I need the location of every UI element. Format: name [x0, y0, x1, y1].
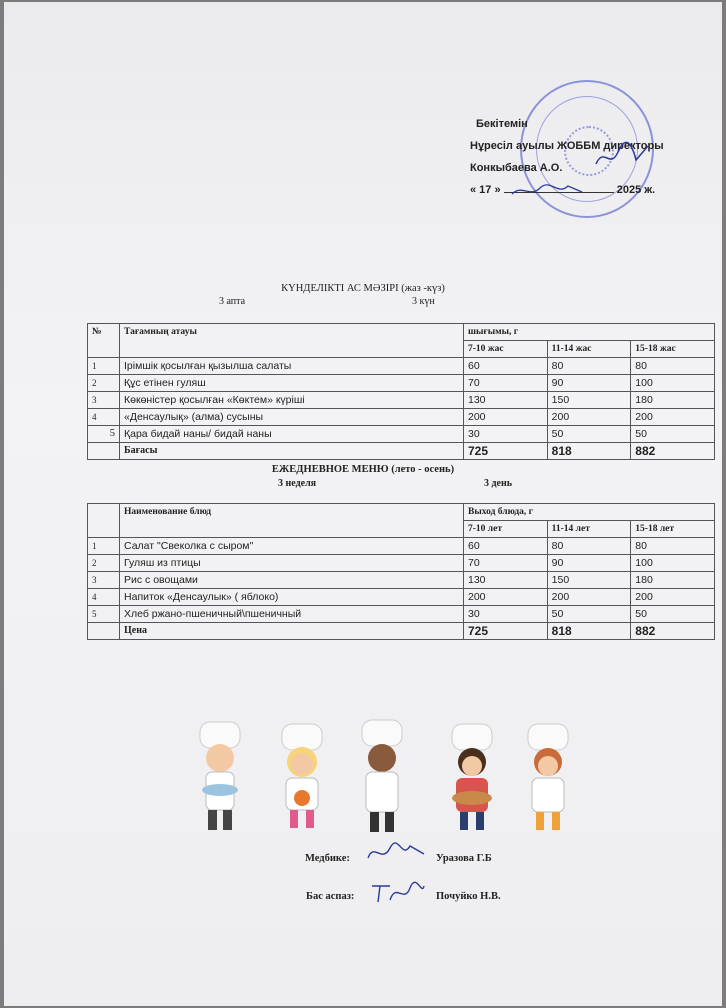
row-number: 3 [88, 572, 120, 589]
col-name-header: Тағамның атауы [120, 324, 464, 358]
value-age2: 90 [547, 555, 631, 572]
value-age3: 80 [631, 358, 715, 375]
dish-name: Салат "Свеколка с сыром" [120, 538, 464, 555]
row-number: 2 [88, 555, 120, 572]
row-number: 1 [88, 538, 120, 555]
table-row [88, 392, 715, 409]
table-row [88, 409, 715, 426]
price-age2: 818 [547, 623, 631, 640]
value-age1: 70 [463, 375, 547, 392]
col-name-header: Наименование блюд [120, 504, 464, 538]
dish-name: Хлеб ржано-пшеничный\пшеничный [120, 606, 464, 623]
table-header-row [88, 504, 715, 521]
dish-name: Напиток «Денсаулык» ( яблоко) [120, 589, 464, 606]
table-row [88, 375, 715, 392]
empty-number-header [88, 504, 120, 538]
kaz-menu-table [87, 323, 715, 460]
table-row [88, 589, 715, 606]
empty-cell [88, 443, 120, 460]
dish-name: «Денсаулық» (алма) сусыны [120, 409, 464, 426]
value-age3: 50 [631, 606, 715, 623]
row-number: 4 [88, 409, 120, 426]
price-age3: 882 [631, 623, 715, 640]
value-age3: 50 [631, 426, 715, 443]
price-age1: 725 [463, 623, 547, 640]
value-age1: 60 [463, 538, 547, 555]
price-age2: 818 [547, 443, 631, 460]
value-age3: 100 [631, 555, 715, 572]
value-age3: 180 [631, 392, 715, 409]
approval-date-prefix: « 17 » [470, 184, 501, 196]
value-age3: 200 [631, 589, 715, 606]
table-row [88, 538, 715, 555]
value-age2: 200 [547, 409, 631, 426]
price-row [88, 623, 715, 640]
cook-signature-icon [368, 876, 428, 906]
rus-menu-table [87, 503, 715, 640]
chef-kids-illustration-icon [190, 718, 600, 838]
empty-cell [88, 623, 120, 640]
age-header-2: 11-14 лет [547, 521, 631, 538]
price-age1: 725 [463, 443, 547, 460]
approval-name: Конкыбаева А.О. [470, 162, 563, 174]
row-number: 3 [88, 392, 120, 409]
value-age2: 150 [547, 572, 631, 589]
value-age3: 100 [631, 375, 715, 392]
cook-label: Бас аспаз: [306, 891, 355, 902]
value-age1: 200 [463, 589, 547, 606]
approval-date-suffix: 2025 ж. [616, 184, 656, 196]
value-age1: 30 [463, 606, 547, 623]
cook-name: Почуйко Н.В. [436, 891, 501, 902]
row-number: 5 [88, 426, 120, 443]
value-age2: 150 [547, 392, 631, 409]
value-age1: 130 [463, 392, 547, 409]
medic-signature-icon [364, 838, 428, 868]
row-number: 2 [88, 375, 120, 392]
age-header-3: 15-18 лет [631, 521, 715, 538]
approval-director: Нұресіл ауылы ЖОББМ директоры [470, 140, 664, 152]
age-header-1: 7-10 жас [463, 341, 547, 358]
table-header-row [88, 324, 715, 341]
table-row [88, 606, 715, 623]
rus-menu-title: ЕЖЕДНЕВНОЕ МЕНЮ (лето - осень) [271, 464, 455, 475]
value-age1: 200 [463, 409, 547, 426]
medic-name: Уразова Г.Б [436, 853, 492, 864]
approval-title: Бекітемін [476, 118, 528, 130]
kaz-menu-title: КҮНДЕЛІКТІ АС МӘЗІРІ (жаз -күз) [281, 283, 445, 294]
value-age1: 30 [463, 426, 547, 443]
dish-name: Көкөністер қосылған «Көктем» күріші [120, 392, 464, 409]
age-header-1: 7-10 лет [463, 521, 547, 538]
value-age2: 50 [547, 606, 631, 623]
price-age3: 882 [631, 443, 715, 460]
price-label: Цена [120, 623, 464, 640]
row-number: 4 [88, 589, 120, 606]
row-number: 1 [88, 358, 120, 375]
value-age2: 80 [547, 358, 631, 375]
value-age2: 90 [547, 375, 631, 392]
dish-name: Рис с овощами [120, 572, 464, 589]
director-signature-icon [592, 140, 652, 174]
value-age1: 60 [463, 358, 547, 375]
dish-name: Гуляш из птицы [120, 555, 464, 572]
dish-name: Құс етінен гуляш [120, 375, 464, 392]
age-header-2: 11-14 жас [547, 341, 631, 358]
value-age2: 200 [547, 589, 631, 606]
age-header-3: 15-18 жас [631, 341, 715, 358]
col-output-header: Выход блюда, г [463, 504, 714, 521]
value-age3: 180 [631, 572, 715, 589]
table-row [88, 358, 715, 375]
rus-week: 3 неделя [278, 478, 317, 489]
date-handwriting-icon [508, 180, 588, 202]
row-number: 5 [88, 606, 120, 623]
price-label: Бағасы [120, 443, 464, 460]
value-age1: 130 [463, 572, 547, 589]
table-row [88, 555, 715, 572]
value-age2: 80 [547, 538, 631, 555]
value-age2: 50 [547, 426, 631, 443]
col-number-header: № [88, 324, 120, 358]
dish-name: Ірімшік қосылған қызылша салаты [120, 358, 464, 375]
dish-name: Қара бидай наны/ бидай наны [120, 426, 464, 443]
table-row [88, 572, 715, 589]
value-age3: 200 [631, 409, 715, 426]
value-age3: 80 [631, 538, 715, 555]
medic-label: Медбике: [305, 853, 350, 864]
kaz-day: 3 күн [412, 296, 435, 307]
value-age1: 70 [463, 555, 547, 572]
rus-day: 3 день [484, 478, 513, 489]
kaz-week: 3 апта [219, 296, 246, 307]
price-row [88, 443, 715, 460]
table-row [88, 426, 715, 443]
col-output-header: шығымы, г [463, 324, 714, 341]
